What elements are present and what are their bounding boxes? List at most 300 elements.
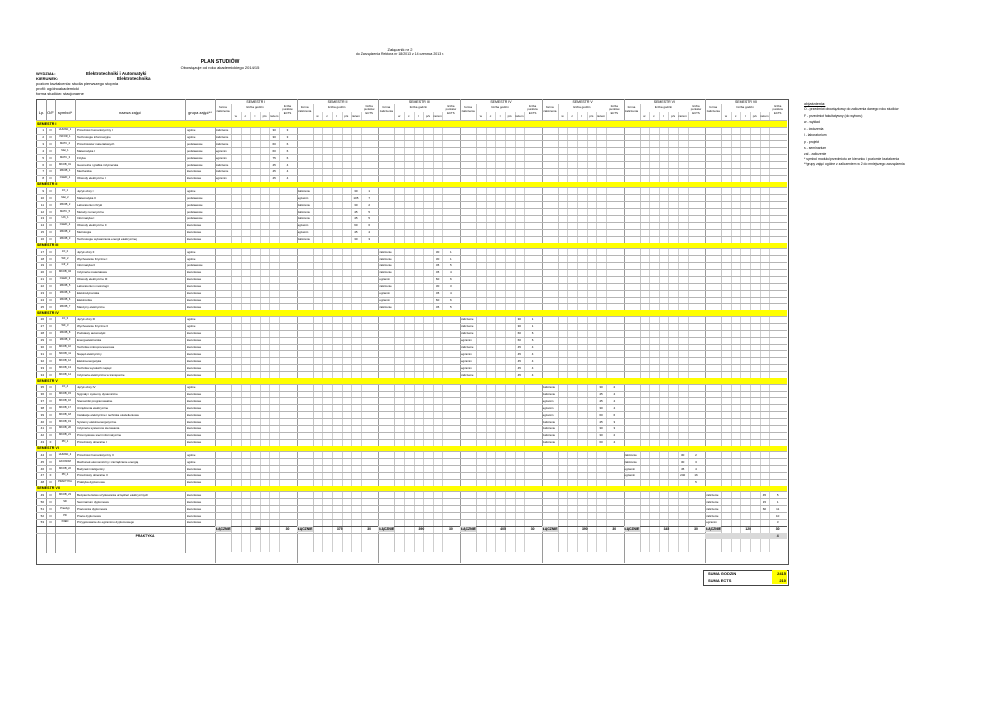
- row-hours-total: 30: [599, 433, 603, 438]
- row-of: O: [49, 134, 52, 139]
- row-lp: 49: [40, 492, 44, 497]
- row-of: O: [49, 480, 52, 485]
- row-ects: 5: [368, 216, 371, 221]
- semester-header: SEMESTR VII: [734, 100, 758, 104]
- col-of: O/F: [47, 110, 54, 115]
- row-lp: 11: [40, 202, 44, 207]
- subcol-header: p/s: [507, 114, 512, 118]
- totals-ects: 30: [530, 527, 535, 532]
- subcol-header: c: [571, 114, 573, 118]
- row-group: podstawowe: [187, 195, 203, 200]
- form-header: forma zaliczenia: [298, 105, 312, 113]
- row-symbol: MKOB_16: [59, 398, 71, 402]
- ects-header: liczba punktów ECTS: [690, 104, 702, 115]
- row-hours-total: 60: [599, 412, 603, 417]
- subcol-header: p/s: [752, 114, 757, 118]
- row-hours-total: 30: [354, 237, 358, 242]
- row-group: podstawowe: [187, 209, 203, 214]
- row-ects: 6: [450, 277, 452, 282]
- row-symbol: MKOB_2: [59, 230, 71, 234]
- row-ects: 5: [368, 209, 371, 214]
- totals-label: ŁĄCZNIE: [461, 527, 476, 532]
- row-group: kierunkowe: [187, 433, 202, 438]
- row-lp: 14: [40, 223, 44, 228]
- row-hours-total: 30: [272, 128, 276, 132]
- row-symbol: MKOB_13: [59, 365, 71, 369]
- ects-header: liczba punktów ECTS: [609, 104, 620, 115]
- row-form: zaliczenie: [216, 128, 229, 132]
- row-symbol: MKOB_3: [59, 237, 71, 241]
- row-of: O: [49, 237, 52, 242]
- subcol-header: razem: [678, 114, 687, 118]
- row-group: podstawowe: [187, 162, 203, 167]
- faculty-label: WYDZIAŁ:: [36, 71, 56, 76]
- row-group: kierunkowe: [187, 405, 202, 410]
- practice-ects: 4: [776, 534, 779, 539]
- subcol-header: razem: [760, 114, 769, 118]
- row-name: Przedmioty obieralne I: [77, 440, 107, 445]
- form-header: forma zaliczenia: [216, 105, 230, 113]
- totals-top-line: [36, 526, 787, 527]
- row-name: Geometria i grafika inżynierska: [77, 162, 119, 167]
- subcol-header: w: [234, 114, 237, 118]
- row-ects: 4: [531, 344, 534, 349]
- row-name: Inżynieria systemów sterowania: [77, 426, 120, 431]
- ects-header: liczba punktów ECTS: [445, 104, 457, 115]
- row-name: Inżynieria materiałowa: [77, 270, 107, 275]
- subcol-header: p/s: [425, 114, 430, 118]
- row-ects: 4: [613, 440, 616, 445]
- row-of: O: [49, 128, 52, 132]
- row-form: zaliczenie: [542, 391, 556, 396]
- row-group: kierunkowe: [187, 419, 202, 424]
- row-of: O: [49, 426, 52, 431]
- row-hours-total: 30: [681, 452, 685, 457]
- plan-title: PLAN STUDIÓW: [200, 59, 240, 65]
- form-header: forma zaliczenia: [379, 105, 393, 113]
- row-symbol: MKOB_15: [59, 391, 71, 395]
- row-lp: 6: [42, 162, 44, 167]
- row-hours-total: 60: [272, 141, 276, 146]
- row-form: egzamin: [542, 398, 554, 403]
- row-symbol: SD: [63, 499, 67, 503]
- row-hours-total: 60: [517, 331, 521, 336]
- row-form: egzamin: [624, 466, 636, 471]
- row-group: ogólne: [187, 134, 196, 139]
- row-ects: 6: [286, 155, 289, 160]
- row-hours-total: 45: [435, 263, 440, 268]
- row-symbol: MKOB_14: [59, 372, 71, 376]
- row-ects: 4: [286, 162, 289, 167]
- row-group: kierunkowe: [187, 176, 202, 181]
- row-symbol: Infr_2: [61, 263, 69, 267]
- col-name: nazwa zajęć: [118, 110, 141, 115]
- row-lp: 1: [42, 128, 44, 132]
- row-form: zaliczenie: [216, 134, 229, 139]
- row-lp: 31: [40, 351, 44, 356]
- row-ects: 1: [368, 188, 371, 193]
- legend-title: objaśnienia:: [804, 101, 826, 106]
- row-ects: 16: [694, 473, 698, 478]
- hours-header: liczba godzin: [654, 105, 673, 109]
- row-ects: 4: [286, 176, 289, 181]
- subcol-header: l: [663, 114, 664, 118]
- row-of: O: [49, 499, 52, 504]
- totals-hours: 390: [418, 527, 425, 532]
- row-of: O: [49, 506, 52, 511]
- semester-band-label: SEMESTR V: [37, 378, 58, 383]
- hours-header: liczba godzin: [491, 105, 509, 109]
- row-form: egzamin: [542, 412, 554, 417]
- row-lp: 35: [40, 385, 44, 389]
- row-symbol: JO_4: [61, 385, 69, 388]
- row-form: zaliczenie: [461, 344, 474, 349]
- row-hours-total: 30: [354, 188, 358, 193]
- row-name: Przedmiot humanistyczny I: [77, 128, 113, 132]
- row-form: egzamin: [624, 473, 636, 478]
- row-lp: 9: [42, 188, 44, 193]
- row-of: O: [49, 520, 52, 525]
- row-lp: 40: [40, 419, 44, 424]
- row-lp: 26: [40, 317, 44, 322]
- row-ects: 1: [450, 256, 452, 261]
- row-ects: 7: [368, 195, 371, 200]
- row-symbol: MKOB_04: [59, 270, 71, 274]
- row-group: ogólne: [187, 452, 196, 457]
- row-of: O: [49, 317, 52, 322]
- row-ects: 10: [776, 513, 780, 518]
- row-form: egzamin: [379, 291, 390, 295]
- semester-band-label: SEMESTR III: [37, 243, 59, 248]
- row-of: O: [49, 492, 52, 497]
- row-name: Pracownia dyplomowa: [77, 506, 108, 511]
- totals-ects: 30: [449, 527, 453, 532]
- row-symbol: MKOB_8: [59, 331, 71, 335]
- row-name: Praktyka dyplomowa: [77, 480, 105, 485]
- row-symbol: MKOB_9: [59, 338, 71, 341]
- row-lp: 50: [40, 499, 44, 504]
- row-lp: 37: [40, 398, 44, 403]
- row-hours-total: 30: [435, 256, 440, 261]
- row-name: Technologie informacyjne: [77, 134, 111, 139]
- row-form: zaliczenie: [624, 452, 637, 457]
- row-symbol: MKOB_22: [59, 466, 71, 470]
- ects-header: liczba punktów ECTS: [363, 104, 375, 115]
- row-lp: 43: [40, 440, 44, 445]
- ects-header: liczba punktów ECTS: [772, 104, 783, 115]
- totals-hours: 390: [255, 527, 261, 532]
- row-of: O: [49, 405, 52, 410]
- row-symbol: MKOB_6: [59, 297, 71, 301]
- row-symbol: MKOB_1: [59, 169, 71, 173]
- row-hours-total: 45: [762, 492, 767, 497]
- subcol-header: c: [489, 114, 492, 118]
- row-of: F: [49, 440, 52, 445]
- row-name: Język obcy I: [77, 188, 94, 193]
- row-hours-total: 30: [517, 317, 521, 322]
- row-of: O: [49, 391, 52, 396]
- totals-hours: 345: [663, 527, 670, 532]
- row-hours-total: 30: [517, 324, 521, 329]
- row-name: Przedmiotów materiałowych: [77, 141, 115, 146]
- row-symbol: Pracdyp: [60, 506, 70, 510]
- totals-label: ŁĄCZNIE: [542, 527, 558, 532]
- row-form: egzamin: [379, 297, 390, 302]
- row-of: O: [49, 169, 52, 174]
- row-name: Informatyka II: [77, 263, 96, 268]
- form-header: forma zaliczenia: [706, 105, 720, 113]
- row-symbol: PD: [63, 513, 67, 517]
- row-name: Laboratorium metrologii: [77, 284, 109, 289]
- row-ects: 6: [531, 331, 534, 336]
- row-hours-total: 45: [517, 372, 521, 377]
- row-ects: 4: [450, 270, 452, 275]
- row-hours-total: 30: [599, 385, 603, 389]
- semester-header: SEMESTR III: [408, 100, 430, 104]
- row-form: zaliczenie: [297, 237, 310, 242]
- attachment-sub: do Zarządzenia Rektora nr 18/2013 z 14 czerwca 2013 r.: [355, 52, 445, 56]
- row-name: Język obcy IV: [77, 385, 96, 389]
- row-lp: 45: [40, 459, 44, 464]
- subcol-header: p/s: [671, 114, 676, 118]
- row-ects: 1: [531, 324, 534, 329]
- subcol-header: p/s: [262, 114, 267, 118]
- row-group: kierunkowe: [187, 480, 202, 485]
- row-group: kierunkowe: [187, 270, 202, 275]
- row-hours-total: 60: [599, 440, 603, 445]
- row-ects: 5: [695, 480, 697, 485]
- row-lp: 4: [42, 148, 44, 153]
- row-group: kierunkowe: [187, 506, 202, 511]
- row-ects: 3: [368, 237, 371, 242]
- row-symbol: PD_2: [61, 473, 69, 477]
- row-symbol: MATC_2: [59, 141, 71, 145]
- subcol-header: razem: [596, 114, 606, 118]
- row-hours-total: 45: [681, 466, 685, 471]
- row-symbol: MKOB_5: [59, 284, 71, 288]
- row-group: kierunkowe: [187, 331, 202, 336]
- row-symbol: OdalO_2: [59, 223, 71, 227]
- row-lp: 52: [40, 513, 44, 518]
- col-lp: Lp.: [38, 110, 45, 115]
- row-name: Obwody elektryczne I: [77, 176, 106, 181]
- row-hours-total: 30: [599, 405, 603, 410]
- hours-header: liczba godzin: [736, 105, 754, 109]
- row-name: Systemy elektroenergetyczne: [77, 419, 117, 424]
- row-ects: 4: [531, 351, 534, 356]
- row-form: egzamin: [297, 195, 309, 200]
- practice-line: [36, 533, 787, 534]
- row-group: kierunkowe: [187, 520, 202, 525]
- legend-item: s - seminarium: [804, 146, 827, 150]
- row-of: O: [49, 419, 52, 424]
- row-hours-total: 60: [517, 338, 521, 342]
- row-lp: 21: [40, 277, 44, 282]
- legend-item: * symbol modułu/przedmiotu ze kierunku i poziomie kształcenia: [804, 156, 899, 161]
- row-lp: 51: [40, 506, 44, 511]
- subcol-header: w: [398, 114, 401, 118]
- row-of: O: [49, 452, 52, 457]
- totals-label: ŁĄCZNIE: [706, 527, 721, 532]
- subcol-header: p/s: [589, 114, 594, 118]
- row-hours-total: 60: [435, 297, 440, 302]
- row-lp: 22: [40, 284, 44, 289]
- row-lp: 24: [40, 297, 44, 302]
- row-symbol: WF_3: [61, 324, 69, 328]
- row-name: Energoelektronika: [77, 338, 102, 342]
- row-group: kierunkowe: [187, 237, 202, 242]
- row-hours-total: 45: [517, 351, 521, 356]
- row-name: Rachunek ekonomiczny i zarządzanie energią: [77, 459, 139, 464]
- row-hours-total: 30: [272, 134, 276, 139]
- row-hours-total: 240: [680, 473, 686, 478]
- row-of: O: [49, 216, 52, 221]
- row-group: ogólne: [187, 249, 196, 254]
- row-ects: 5: [450, 304, 452, 309]
- row-hours-total: 45: [517, 344, 521, 349]
- row-name: Podstawy automatyki: [77, 331, 106, 336]
- subcol-header: l: [254, 114, 256, 118]
- subcol-header: w: [316, 114, 319, 118]
- row-lp: 46: [40, 466, 44, 471]
- row-ects: 3: [776, 520, 779, 525]
- row-group: podstawowe: [187, 263, 203, 268]
- row-symbol: MKOB_21: [59, 433, 71, 437]
- row-form: egzamin: [461, 351, 472, 356]
- row-ects: 2: [613, 433, 616, 438]
- row-lp: 53: [40, 520, 44, 525]
- form-header: forma zaliczenia: [461, 105, 475, 113]
- row-of: O: [49, 162, 52, 167]
- row-of: O: [49, 155, 52, 160]
- row-group: kierunkowe: [187, 338, 202, 342]
- semester-header: SEMESTR V: [572, 100, 593, 104]
- row-group: kierunkowe: [187, 492, 202, 497]
- row-lp: 41: [40, 426, 44, 431]
- row-lp: 33: [40, 365, 44, 370]
- row-hours-total: 30: [354, 202, 358, 207]
- semester-divider: [542, 99, 543, 563]
- row-group: kierunkowe: [187, 291, 202, 295]
- legend-item: O - przedmiot obowiązkowy do zaliczenia danego roku studiów: [804, 107, 899, 111]
- row-name: Instalacje elektryczne i technika oświetleniowa: [77, 412, 139, 417]
- row-lp: 17: [40, 249, 44, 254]
- row-name: Elektrodynamika: [77, 291, 100, 295]
- row-name: Obwody elektryczne II: [77, 223, 107, 228]
- row-group: ogólne: [187, 128, 196, 132]
- sum-hours-value: 2415: [777, 571, 786, 576]
- row-name: Budynek inteligentny: [77, 466, 105, 471]
- row-ects: 3: [286, 134, 289, 139]
- row-form: zaliczenie: [706, 506, 719, 511]
- row-form: zaliczenie: [542, 385, 556, 389]
- row-symbol: PdED: [61, 520, 69, 524]
- row-of: O: [49, 148, 52, 153]
- row-name: Wychowanie fizyczne II: [77, 324, 109, 329]
- row-of: O: [49, 466, 52, 471]
- row-lp: 36: [40, 391, 44, 396]
- row-hours-total: 30: [435, 249, 440, 254]
- row-name: Technologie wytwarzania energii elektrycznej: [77, 237, 137, 242]
- row-name: Fizyka: [77, 155, 86, 160]
- semester-header: SEMESTR IV: [490, 100, 512, 104]
- row-of: O: [49, 344, 52, 349]
- legend-items: [804, 106, 984, 167]
- row-lp: 13: [40, 216, 44, 221]
- row-lp: 34: [40, 372, 44, 377]
- row-form: zaliczenie: [542, 433, 556, 438]
- subcol-header: l: [336, 114, 338, 118]
- row-group: ogólne: [187, 324, 196, 329]
- row-group: ogólne: [187, 385, 196, 389]
- row-form: zaliczenie: [624, 459, 637, 464]
- legend-item: w - wykład: [804, 120, 820, 124]
- subcol-header: razem: [351, 114, 361, 118]
- row-group: kierunkowe: [187, 398, 202, 403]
- row-hours-total: 45: [435, 291, 440, 295]
- row-symbol: MKOB_2: [59, 202, 71, 206]
- subcol-header: c: [734, 114, 737, 118]
- row-ects: 3: [695, 459, 697, 464]
- row-ects: 5: [450, 263, 452, 268]
- row-of: O: [49, 209, 52, 214]
- semester-band-label: SEMESTR I: [37, 121, 57, 126]
- row-hours-total: 45: [272, 176, 276, 181]
- totals-hours: 390: [581, 527, 588, 532]
- plan-subtitle: Obowiązuje od roku akademickiego 2014/15: [180, 65, 260, 70]
- row-lp: 5: [42, 155, 44, 160]
- row-symbol: MKOB_10: [59, 344, 71, 348]
- semester-header: SEMESTR II: [327, 100, 348, 104]
- row-of: O: [49, 223, 52, 228]
- row-form: zaliczenie: [461, 372, 474, 377]
- row-hours-total: 45: [435, 270, 440, 275]
- row-symbol: MATC_3: [59, 155, 71, 159]
- row-name: Wychowanie fizyczne I: [77, 256, 108, 261]
- row-lp: 39: [40, 412, 44, 417]
- row-hours-total: 45: [435, 304, 440, 309]
- sum-ects-label: SUMA ECTS: [708, 578, 732, 583]
- row-ects: 5: [776, 492, 779, 497]
- row-form: zaliczenie: [379, 249, 392, 254]
- row-lp: 12: [40, 209, 44, 214]
- row-form: egzamin: [461, 358, 472, 363]
- semester-band-label: SEMESTR II: [37, 182, 58, 187]
- row-name: Maszyny elektryczne: [77, 304, 105, 309]
- row-symbol: Mat_1: [61, 148, 69, 152]
- row-of: O: [49, 297, 52, 302]
- semester-band-label: SEMESTR VII: [37, 486, 60, 491]
- row-group: kierunkowe: [187, 358, 202, 363]
- row-lp: 20: [40, 270, 44, 275]
- totals-hours: 375: [336, 527, 343, 532]
- subcol-header: c: [653, 114, 655, 118]
- row-name: Inżynieria elektryczna w transporcie: [77, 372, 125, 377]
- semester-divider: [378, 99, 379, 563]
- row-lp: 7: [42, 169, 44, 174]
- row-name: Technika wysokich napięć: [77, 365, 112, 370]
- row-of: O: [49, 331, 52, 336]
- totals-hours: 120: [745, 527, 752, 532]
- row-symbol: MKOB_6: [59, 291, 71, 294]
- row-hours-total: 15: [762, 499, 767, 504]
- row-symbol: PD_1: [61, 440, 69, 444]
- row-hours-total: 45: [272, 162, 276, 167]
- row-hours-total: 30: [681, 459, 685, 464]
- profile-info: profil: ogólnoakademicki: [36, 86, 79, 91]
- row-group: kierunkowe: [187, 440, 202, 445]
- field-value: Elektrotechnika: [117, 76, 151, 81]
